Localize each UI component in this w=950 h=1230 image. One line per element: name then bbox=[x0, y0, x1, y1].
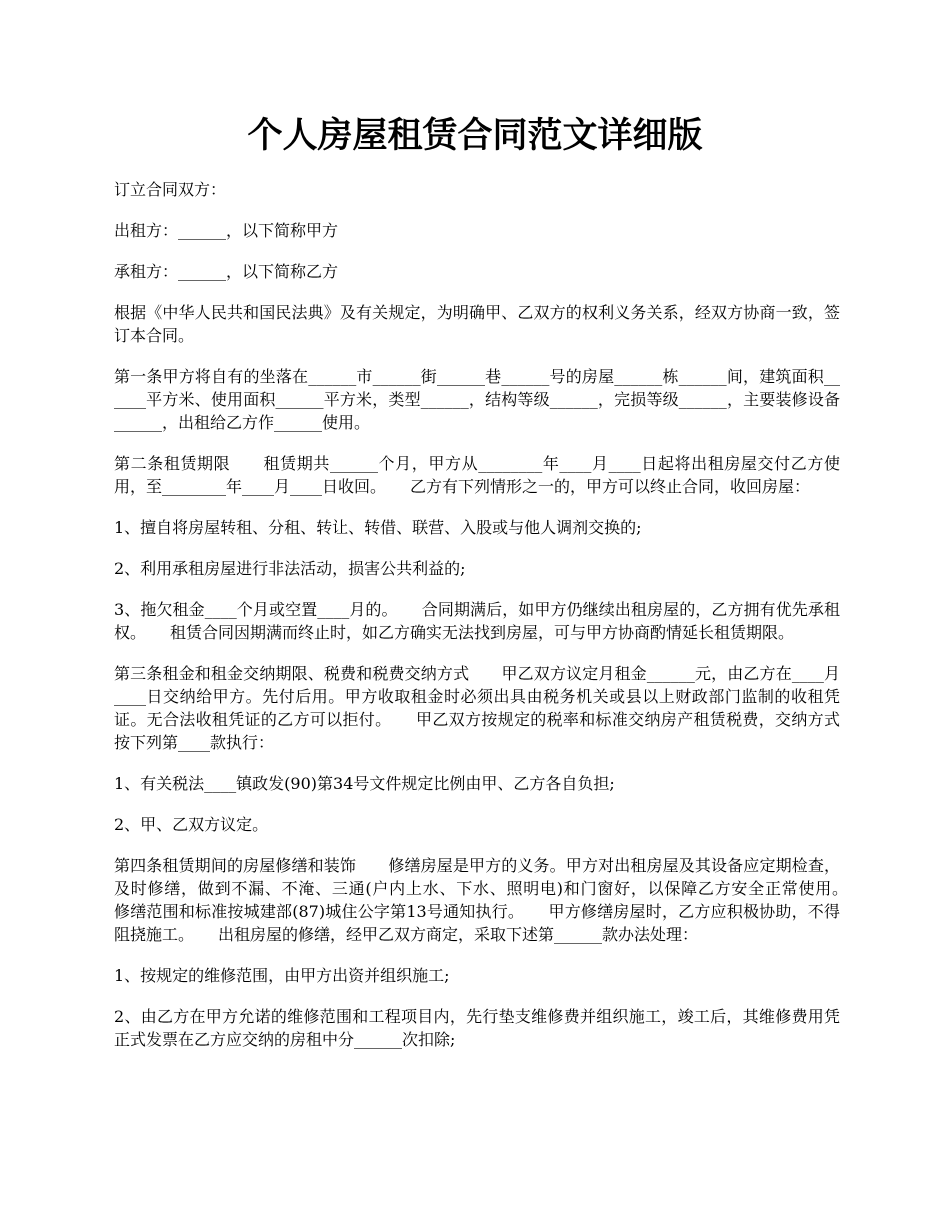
paragraph-article-2-item-1: 1、擅自将房屋转租、分租、转让、转借、联营、入股或与他人调剂交换的; bbox=[114, 518, 642, 537]
paragraph-article-4-item-1: 1、按规定的维修范围，由甲方出资并组织施工; bbox=[114, 966, 450, 985]
paragraph-article-2: 第二条租赁期限 租赁期共______个月，甲方从________年____月____日起将出租房屋交付乙方使用，至________年____月____日收回。 乙方有下列情形之一的，甲方可以终止合同，收回房屋： bbox=[114, 454, 840, 496]
paragraph-lessor: 出租方：______，以下简称甲方 bbox=[114, 221, 339, 240]
paragraph-lessee: 承租方：______，以下简称乙方 bbox=[114, 262, 339, 281]
document-body bbox=[114, 178, 873, 1069]
paragraph-article-3-item-1: 1、有关税法____镇政发(90)第34号文件规定比例由甲、乙方各自负担; bbox=[114, 774, 615, 793]
paragraph-article-2-item-2: 2、利用承租房屋进行非法活动，损害公共利益的; bbox=[114, 559, 466, 578]
document-title: 个人房屋租赁合同范文详细版 bbox=[247, 115, 703, 156]
paragraph-preamble: 根据《中华人民共和国民法典》及有关规定，为明确甲、乙双方的权利义务关系，经双方协商一致，签订本合同。 bbox=[114, 303, 840, 345]
paragraph-parties-heading: 订立合同双方： bbox=[114, 180, 227, 199]
paragraph-article-3: 第三条租金和租金交纳期限、税费和税费交纳方式 甲乙双方议定月租金______元，由乙方在____月____日交纳给甲方。先付后用。甲方收取租金时必须出具由税务机关或县以上财政部门监制的收租凭证。无合法收租凭证的乙方可以拒付。 甲乙双方按规定的税率和标准交纳房产租赁税费，交纳方式按下列第____款执行： bbox=[114, 664, 840, 752]
paragraph-article-2-item-3: 3、拖欠租金____个月或空置____月的。 合同期满后，如甲方仍继续出租房屋的，乙方拥有优先承租权。 租赁合同因期满而终止时，如乙方确实无法找到房屋，可与甲方协商酌情延长租赁期限。 bbox=[114, 600, 840, 642]
paragraph-article-4-item-2: 2、由乙方在甲方允诺的维修范围和工程项目内，先行垫支维修费并组织施工，竣工后，其维修费用凭正式发票在乙方应交纳的房租中分______次扣除; bbox=[114, 1007, 840, 1049]
paragraph-article-4: 第四条租赁期间的房屋修缮和装饰 修缮房屋是甲方的义务。甲方对出租房屋及其设备应定期检查，及时修缮，做到不漏、不淹、三通(户内上水、下水、照明电)和门窗好，以保障乙方安全正常使用。 修缮范围和标准按城建部(87)城住公字第13号通知执行。 甲方修缮房屋时，乙方应积极协助，不得阻挠施工。 出租房屋的修缮，经甲乙双方商定，采取下述第______款办法处理： bbox=[114, 856, 873, 944]
paragraph-article-1: 第一条甲方将自有的坐落在______市______街______巷______号的房屋______栋______间，建筑面积______平方米、使用面积______平方米，类型______，结构等级______，完损等级______，主要装修设备______，出租给乙方作______使用。 bbox=[114, 367, 840, 432]
paragraph-article-3-item-2: 2、甲、乙双方议定。 bbox=[114, 815, 269, 834]
